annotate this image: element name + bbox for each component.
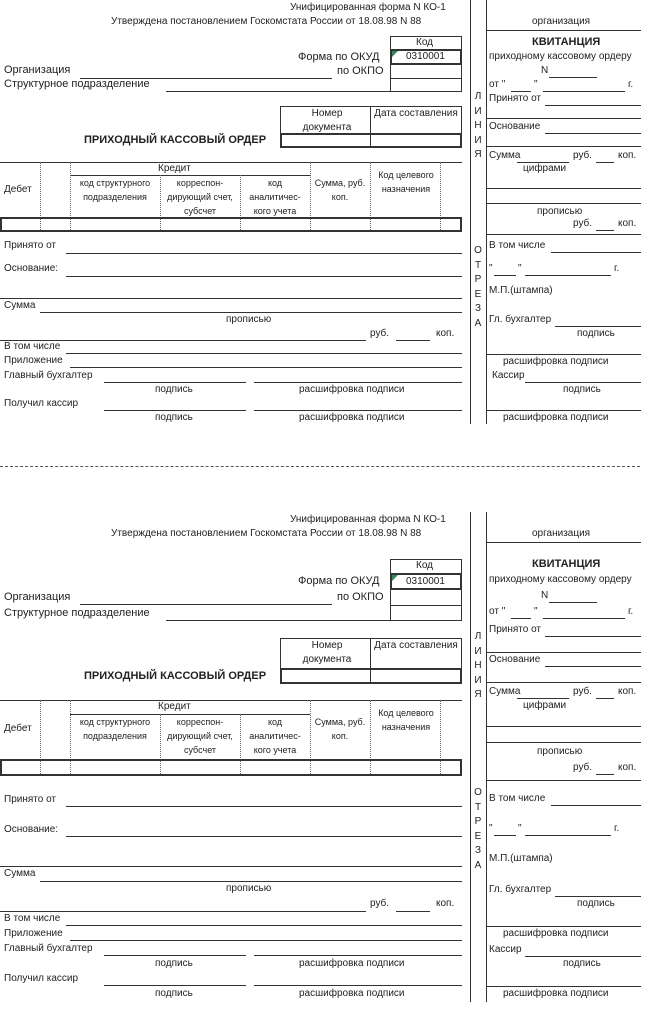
receipt-in-words-hint: прописью — [537, 206, 583, 217]
receipt-org-hint: организация — [532, 16, 591, 27]
cashier-signature-field[interactable] — [104, 410, 246, 411]
basis-label: Основание: — [4, 824, 59, 835]
approval-label: Утверждена постановлением Госкомстата России от 18.08.98 N 88 — [111, 16, 422, 27]
in-words-hint: прописью — [226, 883, 272, 894]
cut-line-word-1: Л И Н И Я — [474, 631, 482, 700]
col-corr-account: корреспон-дирующий счет, субсчет — [167, 178, 233, 216]
cashier-decode-field[interactable] — [254, 985, 462, 986]
accounting-values-row[interactable] — [0, 217, 462, 232]
receipt-cashier-label: Кассир — [489, 944, 522, 955]
receipt-received-field[interactable] — [545, 636, 641, 637]
receipt-from-label: от " — [489, 606, 506, 617]
received-from-label: Принято от — [4, 794, 57, 805]
rub-label: руб. — [370, 898, 390, 909]
receipt-chief-label: Гл. бухгалтер — [489, 314, 552, 325]
receipt-to-order: приходному кассовому ордеру — [489, 51, 632, 62]
okud-label: Форма по ОКУД — [298, 575, 380, 587]
receipt-sum-label: Сумма — [489, 150, 521, 161]
receipt-basis-field[interactable] — [545, 666, 641, 667]
receipt-from-label: от " — [489, 79, 506, 90]
cashier-received-label: Получил кассир — [4, 973, 79, 984]
col-sum: Сумма, руб. коп. — [314, 178, 366, 202]
receipt-n-label: N — [541, 65, 549, 76]
kop-label: коп. — [436, 898, 455, 909]
okpo-label: по ОКПО — [337, 65, 384, 77]
receipt-stamp-label: М.П.(штампа) — [489, 285, 553, 296]
col-sum: Сумма, руб. коп. — [314, 717, 366, 741]
sum-field[interactable] — [40, 881, 462, 882]
cashier-received-label: Получил кассир — [4, 398, 79, 409]
signature-hint: подпись — [155, 412, 193, 423]
receipt-year-label: г. — [614, 823, 620, 834]
receipt-figures-hint: цифрами — [523, 700, 567, 711]
cut-line-word-2: О Т Р Е З А — [474, 787, 482, 871]
sum-label: Сумма — [4, 300, 36, 311]
credit-header: Кредит — [158, 163, 191, 174]
credit-header: Кредит — [158, 701, 191, 712]
receipt-kop-label: коп. — [618, 762, 637, 773]
in-words-hint: прописью — [226, 314, 272, 325]
receipt-received-field[interactable] — [545, 105, 641, 106]
dept-field[interactable] — [166, 91, 390, 92]
receipt-to-order: приходному кассовому ордеру — [489, 574, 632, 585]
incl-field[interactable] — [66, 925, 462, 926]
kop-field[interactable] — [396, 340, 430, 341]
receipt-basis-field[interactable] — [545, 133, 641, 134]
signature-hint: подпись — [155, 958, 193, 969]
chief-signature-field[interactable] — [104, 955, 246, 956]
doc-number-header: Номер документа — [302, 108, 352, 133]
col-analytic-code: код аналитичес-кого учета — [249, 178, 301, 216]
basis-label: Основание: — [4, 263, 59, 274]
order-block-1 — [0, 0, 646, 460]
receipt-rub-label: руб. — [573, 150, 593, 161]
approval-label: Утверждена постановлением Госкомстата России от 18.08.98 N 88 — [111, 528, 422, 539]
order-title: ПРИХОДНЫЙ КАССОВЫЙ ОРДЕР — [84, 670, 267, 682]
decode-hint: расшифровка подписи — [503, 988, 609, 999]
cashier-decode-field[interactable] — [254, 410, 462, 411]
signature-hint: подпись — [577, 898, 615, 909]
receipt-incl-field[interactable] — [551, 252, 641, 253]
decode-hint: расшифровка подписи — [299, 988, 405, 999]
sum-field[interactable] — [40, 312, 462, 313]
incl-label: В том числе — [4, 341, 61, 352]
okud-label: Форма по ОКУД — [298, 51, 380, 63]
chief-accountant-label: Главный бухгалтер — [4, 943, 93, 954]
receipt-incl-label: В том числе — [489, 793, 546, 804]
org-label: Организация — [4, 591, 71, 603]
receipt-sum-label: Сумма — [489, 686, 521, 697]
quote-mark: " — [489, 263, 493, 274]
receipt-in-words-hint: прописью — [537, 746, 583, 757]
receipt-received-label: Принято от — [489, 624, 542, 635]
receipt-cashier-field[interactable] — [525, 956, 641, 957]
receipt-title: КВИТАНЦИЯ — [532, 558, 601, 570]
receipt-kop-label: коп. — [618, 686, 637, 697]
received-from-field[interactable] — [66, 253, 462, 254]
okud-value[interactable]: 0310001 — [406, 576, 445, 587]
doc-date-header: Дата составления — [374, 640, 458, 651]
decode-hint: расшифровка подписи — [503, 356, 609, 367]
attachment-field[interactable] — [70, 940, 462, 941]
signature-hint: подпись — [155, 384, 193, 395]
decode-hint: расшифровка подписи — [299, 412, 405, 423]
cell-marker-icon — [392, 51, 398, 57]
receipt-rub-label: руб. — [573, 686, 593, 697]
receipt-year-label: г. — [628, 606, 634, 617]
decode-hint: расшифровка подписи — [299, 384, 405, 395]
quote-mark: " — [534, 79, 538, 90]
receipt-stamp-label: М.П.(штампа) — [489, 853, 553, 864]
receipt-n-field[interactable] — [549, 602, 597, 603]
org-field[interactable] — [80, 604, 332, 605]
receipt-cashier-label: Кассир — [492, 370, 525, 381]
chief-accountant-label: Главный бухгалтер — [4, 370, 93, 381]
quote-mark: " — [518, 263, 522, 274]
receipt-kop-label: коп. — [618, 218, 637, 229]
col-corr-account: корреспон-дирующий счет, субсчет — [167, 717, 233, 755]
col-dept-code: код структурного подразделения — [79, 178, 151, 202]
kop-field[interactable] — [396, 911, 430, 912]
receipt-kop-label: коп. — [618, 150, 637, 161]
accounting-values-row[interactable] — [0, 759, 462, 776]
chief-signature-field[interactable] — [104, 382, 246, 383]
signature-hint: подпись — [577, 328, 615, 339]
code-header: Код — [416, 560, 434, 571]
doc-date-header: Дата составления — [374, 108, 458, 119]
doc-number-header: Номер документа — [302, 640, 352, 665]
receipt-chief-field[interactable] — [555, 896, 641, 897]
basis-field[interactable] — [66, 836, 462, 837]
receipt-org-hint: организация — [532, 528, 591, 539]
cut-line-word-1: Л И Н И Я — [474, 91, 482, 160]
dept-label: Структурное подразделение — [4, 607, 150, 619]
cell-marker-icon — [392, 575, 398, 581]
attachment-field[interactable] — [70, 367, 462, 368]
decode-hint: расшифровка подписи — [503, 412, 609, 423]
org-label: Организация — [4, 64, 71, 76]
chief-decode-field[interactable] — [254, 955, 462, 956]
receipt-received-label: Принято от — [489, 93, 542, 104]
receipt-n-label: N — [541, 590, 549, 601]
receipt-org-field[interactable] — [486, 542, 641, 543]
receipt-year-label: г. — [628, 79, 634, 90]
attachment-label: Приложение — [4, 928, 63, 939]
doc-values-row[interactable] — [280, 668, 462, 684]
quote-mark: " — [534, 606, 538, 617]
receipt-org-field[interactable] — [486, 30, 641, 31]
unified-form-label: Унифицированная форма N КО-1 — [290, 2, 446, 13]
okpo-label: по ОКПО — [337, 591, 384, 603]
decode-hint: расшифровка подписи — [503, 928, 609, 939]
doc-values-row[interactable] — [280, 133, 462, 148]
receipt-figures-hint: цифрами — [523, 163, 567, 174]
receipt-title: КВИТАНЦИЯ — [532, 36, 601, 48]
receipt-rub-label: руб. — [573, 218, 593, 229]
sum-label: Сумма — [4, 868, 36, 879]
order-block-2 — [0, 512, 646, 999]
receipt-basis-label: Основание — [489, 654, 541, 665]
signature-hint: подпись — [563, 958, 601, 969]
receipt-chief-field[interactable] — [555, 326, 641, 327]
signature-hint: подпись — [563, 384, 601, 395]
quote-mark: " — [489, 823, 493, 834]
okud-value[interactable]: 0310001 — [406, 51, 445, 62]
kop-label: коп. — [436, 328, 455, 339]
rub-label: руб. — [370, 328, 390, 339]
debit-header: Дебет — [4, 184, 32, 195]
dept-label: Структурное подразделение — [4, 78, 150, 90]
receipt-basis-label: Основание — [489, 121, 541, 132]
cashier-signature-field[interactable] — [104, 985, 246, 986]
incl-label: В том числе — [4, 913, 61, 924]
chief-decode-field[interactable] — [254, 382, 462, 383]
unified-form-label: Унифицированная форма N КО-1 — [290, 514, 446, 525]
receipt-incl-field[interactable] — [551, 805, 641, 806]
signature-hint: подпись — [155, 988, 193, 999]
receipt-incl-label: В том числе — [489, 240, 546, 251]
debit-header: Дебет — [4, 723, 32, 734]
cut-separator — [0, 466, 640, 467]
dept-field[interactable] — [166, 620, 390, 621]
col-target-code: Код целевого назначения — [378, 708, 434, 732]
decode-hint: расшифровка подписи — [299, 958, 405, 969]
receipt-cashier-field[interactable] — [525, 382, 641, 383]
receipt-year-label: г. — [614, 263, 620, 274]
incl-field[interactable] — [66, 353, 462, 354]
cut-line-word-2: О Т Р Е З А — [474, 245, 482, 329]
col-target-code: Код целевого назначения — [378, 170, 434, 194]
received-from-label: Принято от — [4, 240, 57, 251]
code-header: Код — [416, 37, 434, 48]
col-analytic-code: код аналитичес-кого учета — [249, 717, 301, 755]
order-title: ПРИХОДНЫЙ КАССОВЫЙ ОРДЕР — [84, 134, 267, 146]
quote-mark: " — [518, 823, 522, 834]
receipt-rub-label: руб. — [573, 762, 593, 773]
receipt-n-field[interactable] — [549, 77, 597, 78]
received-from-field[interactable] — [66, 806, 462, 807]
col-dept-code: код структурного подразделения — [79, 717, 151, 741]
basis-field[interactable] — [66, 276, 462, 277]
attachment-label: Приложение — [4, 355, 63, 366]
receipt-chief-label: Гл. бухгалтер — [489, 884, 552, 895]
